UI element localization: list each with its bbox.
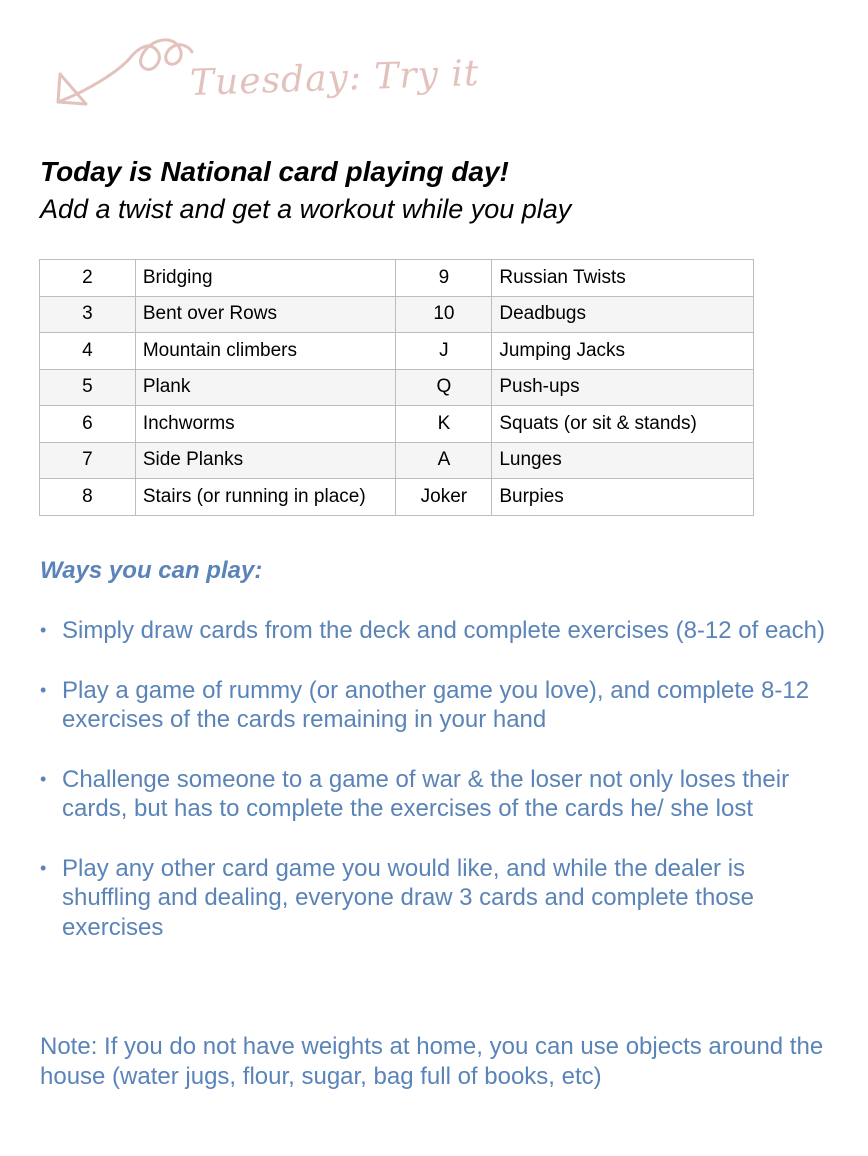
list-item-text: Simply draw cards from the deck and complete exercises (8-12 of each): [62, 617, 825, 644]
card-value: 3: [40, 296, 136, 333]
card-value: 6: [40, 406, 136, 443]
card-value: 4: [40, 333, 136, 370]
exercise-name: Lunges: [492, 442, 754, 479]
exercise-name: Bridging: [135, 260, 396, 297]
exercise-name: Bent over Rows: [135, 296, 396, 333]
table-row: [40, 333, 754, 370]
card-value: 10: [396, 296, 492, 333]
list-item: [40, 676, 830, 735]
bullet-icon: •: [40, 857, 47, 878]
card-value: A: [396, 442, 492, 479]
list-item: [40, 616, 830, 646]
card-value: Joker: [396, 479, 492, 516]
exercise-name: Squats (or sit & stands): [492, 406, 754, 443]
ways-heading: Ways you can play:: [40, 557, 263, 584]
exercise-name: Plank: [135, 369, 396, 406]
table-row: [40, 442, 754, 479]
bullet-icon: •: [40, 679, 47, 700]
card-value: J: [396, 333, 492, 370]
exercise-name: Burpies: [492, 479, 754, 516]
exercise-name: Stairs (or running in place): [135, 479, 396, 516]
exercise-name: Inchworms: [135, 406, 396, 443]
table-row: [40, 369, 754, 406]
card-value: Q: [396, 369, 492, 406]
table-row: [40, 479, 754, 516]
exercise-name: Push-ups: [492, 369, 754, 406]
exercise-name: Mountain climbers: [135, 333, 396, 370]
card-value: K: [396, 406, 492, 443]
exercise-name: Side Planks: [135, 442, 396, 479]
table-row: [40, 406, 754, 443]
card-value: 5: [40, 369, 136, 406]
table-row: [40, 296, 754, 333]
page-subtitle: Add a twist and get a workout while you play: [40, 194, 572, 224]
list-item-text: Challenge someone to a game of war & the loser not only loses their cards, but has to complete the exercises of the cards he/ she lost: [62, 765, 790, 822]
bullet-icon: •: [40, 620, 47, 640]
ways-list: [40, 616, 830, 972]
list-item: [40, 765, 830, 824]
exercise-name: Deadbugs: [492, 296, 754, 333]
exercise-name: Jumping Jacks: [492, 333, 754, 370]
bullet-icon: •: [40, 768, 47, 789]
card-value: 8: [40, 479, 136, 516]
list-item: [40, 854, 830, 943]
card-exercise-table: [39, 259, 754, 516]
logo-text: Tuesday: Try it: [189, 52, 481, 105]
table-row: [40, 260, 754, 297]
exercise-name: Russian Twists: [492, 260, 754, 297]
card-value: 2: [40, 260, 136, 297]
page-title: Today is National card playing day!: [40, 156, 509, 187]
list-item-text: Play any other card game you would like, and while the dealer is shuffling and dealing, everyone draw 3 cards and complete those exercises: [62, 854, 755, 941]
list-item-text: Play a game of rummy (or another game you love), and complete 8-12 exercises of the cards remaining in your hand: [62, 676, 810, 733]
card-value: 7: [40, 442, 136, 479]
note-text: Note: If you do not have weights at home, you can use objects around the house (water jugs, flour, sugar, bag full of books, etc): [40, 1033, 824, 1090]
card-value: 9: [396, 260, 492, 297]
